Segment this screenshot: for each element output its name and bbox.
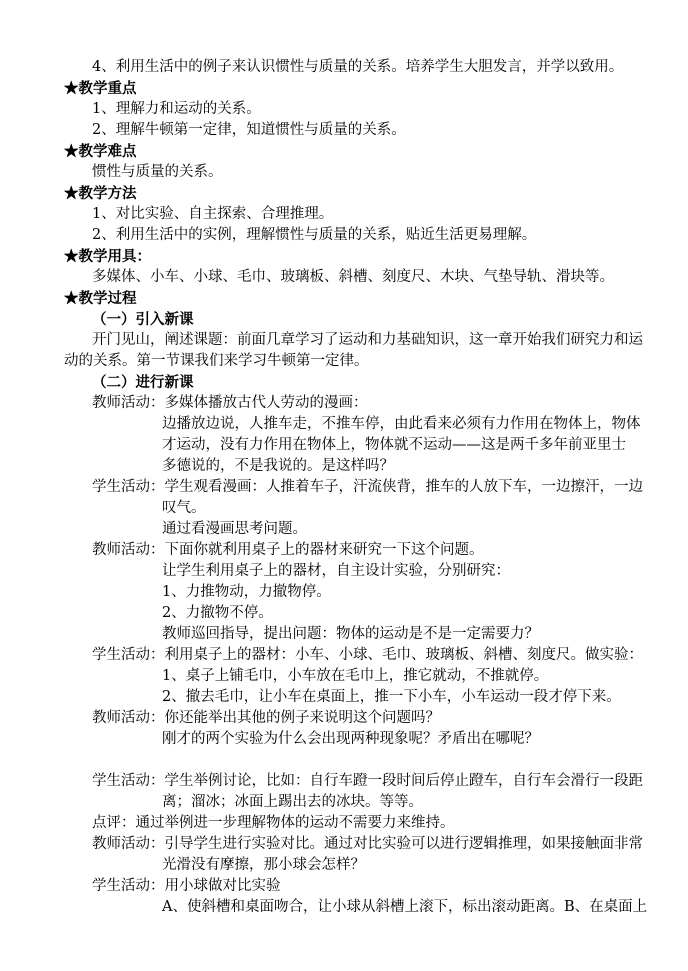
paragraph: 光滑没有摩擦，那小球会怎样？: [162, 857, 365, 873]
student-activity: 学生活动：学生举例讨论，比如：自行车蹬一段时间后停止蹬车，自行车会滑行一段距: [92, 773, 643, 789]
paragraph: 教师巡回指导，提出问题：物体的运动是不是一定需要力？: [162, 626, 539, 642]
paragraph: 才运动，没有力作用在物体上，物体就不运动——这是两千多年前亚里士: [162, 437, 626, 453]
list-item: 1、力推物动，力撤物停。: [162, 584, 331, 600]
list-item: 1、桌子上铺毛巾，小车放在毛巾上，推它就动，不推就停。: [162, 668, 549, 684]
paragraph: 离；溜冰；冰面上踢出去的冰块。等等。: [162, 794, 423, 810]
paragraph: 开门见山，阐述课题：前面几章学习了运动和力基础知识，这一章开始我们研究力和运: [92, 332, 643, 348]
list-item: 2、利用生活中的实例，理解惯性与质量的关系，贴近生活更易理解。: [92, 227, 537, 243]
teacher-activity: 教师活动：引导学生进行实验对比。通过对比实验可以进行逻辑推理，如果接触面非常: [92, 836, 643, 852]
student-activity: 学生活动：用小球做对比实验: [92, 878, 281, 894]
paragraph: 刚才的两个实验为什么会出现两种现象呢？矛盾出在哪呢？: [162, 731, 539, 747]
subsection-heading: （二）进行新课: [92, 374, 194, 391]
section-heading: ★教学过程: [64, 290, 137, 307]
paragraph: 多德说的，不是我说的。是这样吗？: [162, 458, 394, 474]
section-heading: ★教学用具：: [64, 248, 151, 265]
paragraph: 边播放边说，人推车走，不推车停，由此看来必须有力作用在物体上，物体: [162, 416, 641, 432]
section-heading: ★教学重点: [64, 80, 137, 97]
paragraph: 惯性与质量的关系。: [92, 164, 223, 180]
section-heading: ★教学方法: [64, 185, 137, 202]
paragraph: 叹气。: [162, 500, 206, 516]
objective-line: 4、利用生活中的例子来认识惯性与质量的关系。培养学生大胆发言，并学以致用。: [92, 59, 624, 75]
student-activity: 学生活动：利用桌子上的器材：小车、小球、毛巾、玻璃板、斜槽、刻度尺。做实验：: [92, 647, 643, 663]
student-activity: 学生活动：学生观看漫画：人推着车子，汗流侠背，推车的人放下车，一边擦汗，一边: [92, 479, 643, 495]
section-heading: ★教学难点: [64, 143, 137, 160]
paragraph: 通过看漫画思考问题。: [162, 521, 307, 537]
list-item: 2、撤去毛巾，让小车在桌面上，推一下小车，小车运动一段才停下来。: [162, 689, 621, 705]
paragraph: 多媒体、小车、小球、毛巾、玻璃板、斜槽、刻度尺、木块、气垫导轨、滑块等。: [92, 269, 614, 285]
list-item: 1、理解力和运动的关系。: [92, 101, 261, 117]
paragraph: A、使斜槽和桌面吻合，让小球从斜槽上滚下，标出滚动距离。B、在桌面上: [162, 899, 648, 915]
paragraph: 动的关系。第一节课我们来学习牛顿第一定律。: [64, 353, 369, 369]
paragraph: 让学生利用桌子上的器材，自主设计实验，分别研究：: [162, 563, 510, 579]
teacher-activity: 教师活动：你还能举出其他的例子来说明这个问题吗？: [92, 710, 440, 726]
comment: 点评：通过举例进一步理解物体的运动不需要力来维持。: [92, 815, 455, 831]
teacher-activity: 教师活动：下面你就利用桌子上的器材来研究一下这个问题。: [92, 542, 484, 558]
list-item: 2、力撤物不停。: [162, 605, 273, 621]
list-item: 1、对比实验、自主探索、合理推理。: [92, 206, 334, 222]
teacher-activity: 教师活动：多媒体播放古代人劳动的漫画：: [92, 395, 368, 411]
list-item: 2、理解牛顿第一定律，知道惯性与质量的关系。: [92, 122, 406, 138]
subsection-heading: （一）引入新课: [92, 311, 194, 328]
